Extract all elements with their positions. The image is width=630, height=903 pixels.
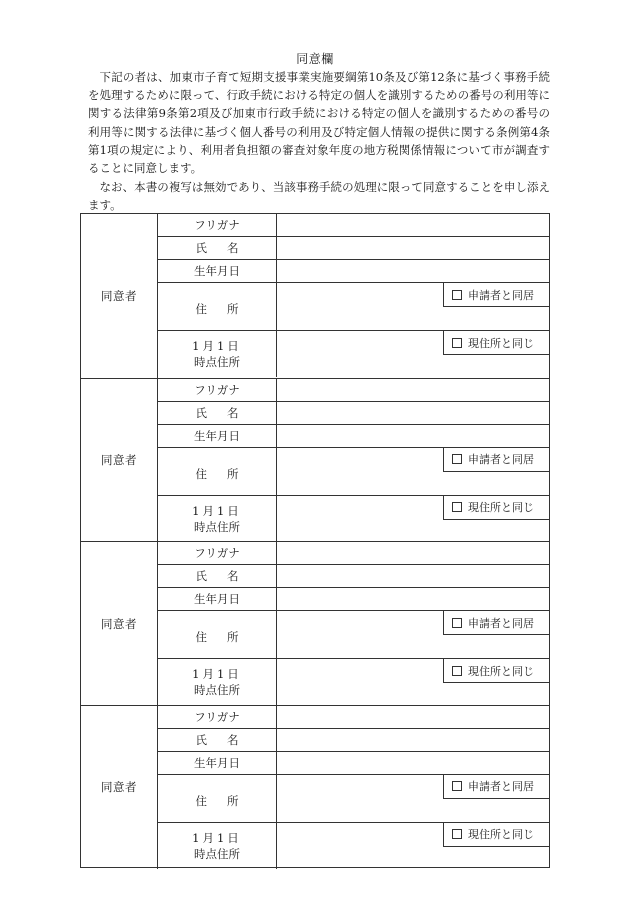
name-row <box>158 565 549 588</box>
jan1-address-field[interactable] <box>277 659 549 705</box>
furigana-row <box>158 379 549 402</box>
furigana-field[interactable] <box>277 706 549 728</box>
same-as-applicant-checkbox[interactable] <box>443 448 549 472</box>
furigana-label: フリガナ <box>158 214 277 236</box>
checkbox-square-icon <box>452 502 462 512</box>
name-row <box>158 237 549 260</box>
jan1-address-label: 1月1日 時点住所 <box>158 331 277 377</box>
name-label: 氏名 <box>158 565 277 587</box>
birthdate-field[interactable] <box>277 260 549 282</box>
birthdate-label: 生年月日 <box>158 588 277 610</box>
same-as-applicant-checkbox[interactable] <box>443 775 549 799</box>
consenter-block <box>81 541 549 706</box>
name-row <box>158 402 549 425</box>
checkbox-square-icon <box>452 290 462 300</box>
name-field[interactable] <box>277 565 549 587</box>
name-label: 氏名 <box>158 729 277 751</box>
name-field[interactable] <box>277 237 549 259</box>
address-label: 住所 <box>158 448 277 495</box>
consenter-label: 同意者 <box>81 379 158 543</box>
consent-form-table <box>80 213 550 868</box>
furigana-label: フリガナ <box>158 379 277 401</box>
checkbox-square-icon <box>452 618 462 628</box>
page-title: 同意欄 <box>296 52 334 66</box>
address-field[interactable] <box>277 775 549 822</box>
jan1-address-field[interactable] <box>277 331 549 377</box>
same-as-current-label: 現住所と同じ <box>468 664 534 678</box>
address-field[interactable] <box>277 611 549 658</box>
address-row <box>158 611 549 659</box>
jan1-address-field[interactable] <box>277 496 549 542</box>
checkbox-square-icon <box>452 829 462 839</box>
consenter-block <box>81 214 549 378</box>
address-row <box>158 448 549 496</box>
same-as-applicant-label: 申請者と同居 <box>468 288 534 302</box>
jan1-address-row <box>158 659 549 705</box>
furigana-row <box>158 542 549 565</box>
birthdate-row <box>158 588 549 611</box>
address-label: 住所 <box>158 775 277 822</box>
address-row <box>158 775 549 823</box>
jan1-address-field[interactable] <box>277 823 549 869</box>
address-label: 住所 <box>158 611 277 658</box>
same-as-applicant-label: 申請者と同居 <box>468 780 534 793</box>
name-label: 氏名 <box>158 402 277 424</box>
same-as-applicant-checkbox[interactable] <box>443 611 549 635</box>
same-as-current-label: 現住所と同じ <box>468 501 534 514</box>
same-as-current-label: 現住所と同じ <box>468 336 534 350</box>
same-as-current-checkbox[interactable] <box>443 496 549 520</box>
consenter-label: 同意者 <box>81 706 158 870</box>
birthdate-field[interactable] <box>277 425 549 447</box>
jan1-address-label: 1月1日 時点住所 <box>158 496 277 542</box>
name-label: 氏名 <box>158 237 277 259</box>
birthdate-row <box>158 260 549 283</box>
checkbox-square-icon <box>452 781 462 791</box>
copy-invalid-note: なお、本書の複写は無効であり、当該事務手続の処理に限って同意することを申し添えます。 <box>88 180 550 213</box>
address-label: 住所 <box>158 283 277 330</box>
consenter-label: 同意者 <box>81 214 158 378</box>
same-as-current-checkbox[interactable] <box>443 823 549 847</box>
same-as-current-checkbox[interactable] <box>443 331 549 355</box>
same-as-current-label: 現住所と同じ <box>468 828 534 841</box>
furigana-label: フリガナ <box>158 706 277 728</box>
birthdate-label: 生年月日 <box>158 752 277 774</box>
address-field[interactable] <box>277 448 549 495</box>
checkbox-square-icon <box>452 338 462 348</box>
name-field[interactable] <box>277 729 549 751</box>
name-row <box>158 729 549 752</box>
furigana-field[interactable] <box>277 379 549 401</box>
birthdate-field[interactable] <box>277 588 549 610</box>
jan1-address-label: 1月1日 時点住所 <box>158 823 277 869</box>
furigana-label: フリガナ <box>158 542 277 564</box>
furigana-row <box>158 706 549 729</box>
jan1-address-row <box>158 331 549 377</box>
jan1-address-label: 1月1日 時点住所 <box>158 659 277 705</box>
birthdate-label: 生年月日 <box>158 425 277 447</box>
checkbox-square-icon <box>452 454 462 464</box>
consent-statement: 下記の者は、加東市子育て短期支援事業実施要綱第10条及び第12条に基づく事務手続を処理するために限って、行政手続における特定の個人を識別するための番号の利用等に関する法律第9条第2項及び加東市行政手続における特定の個人を識別するための番号の利用等に関する法律に基づく個人番号の利用及び特定個人情報の提供に関する条例第4条第1項の規定により、利用者負担額の審査対象年度の地方税関係情報について市が調査することに同意します。 <box>88 70 550 176</box>
consenter-label: 同意者 <box>81 542 158 706</box>
checkbox-square-icon <box>452 666 462 676</box>
same-as-current-checkbox[interactable] <box>443 659 549 683</box>
furigana-row <box>158 214 549 237</box>
furigana-field[interactable] <box>277 542 549 564</box>
birthdate-row <box>158 752 549 775</box>
consenter-block <box>81 378 549 543</box>
same-as-applicant-label: 申請者と同居 <box>468 453 534 466</box>
jan1-address-row <box>158 823 549 869</box>
birthdate-label: 生年月日 <box>158 260 277 282</box>
furigana-field[interactable] <box>277 214 549 236</box>
name-field[interactable] <box>277 402 549 424</box>
consenter-block <box>81 705 549 870</box>
same-as-applicant-checkbox[interactable] <box>443 283 549 307</box>
address-field[interactable] <box>277 283 549 330</box>
address-row <box>158 283 549 331</box>
birthdate-field[interactable] <box>277 752 549 774</box>
jan1-address-row <box>158 496 549 542</box>
same-as-applicant-label: 申請者と同居 <box>468 616 534 630</box>
birthdate-row <box>158 425 549 448</box>
